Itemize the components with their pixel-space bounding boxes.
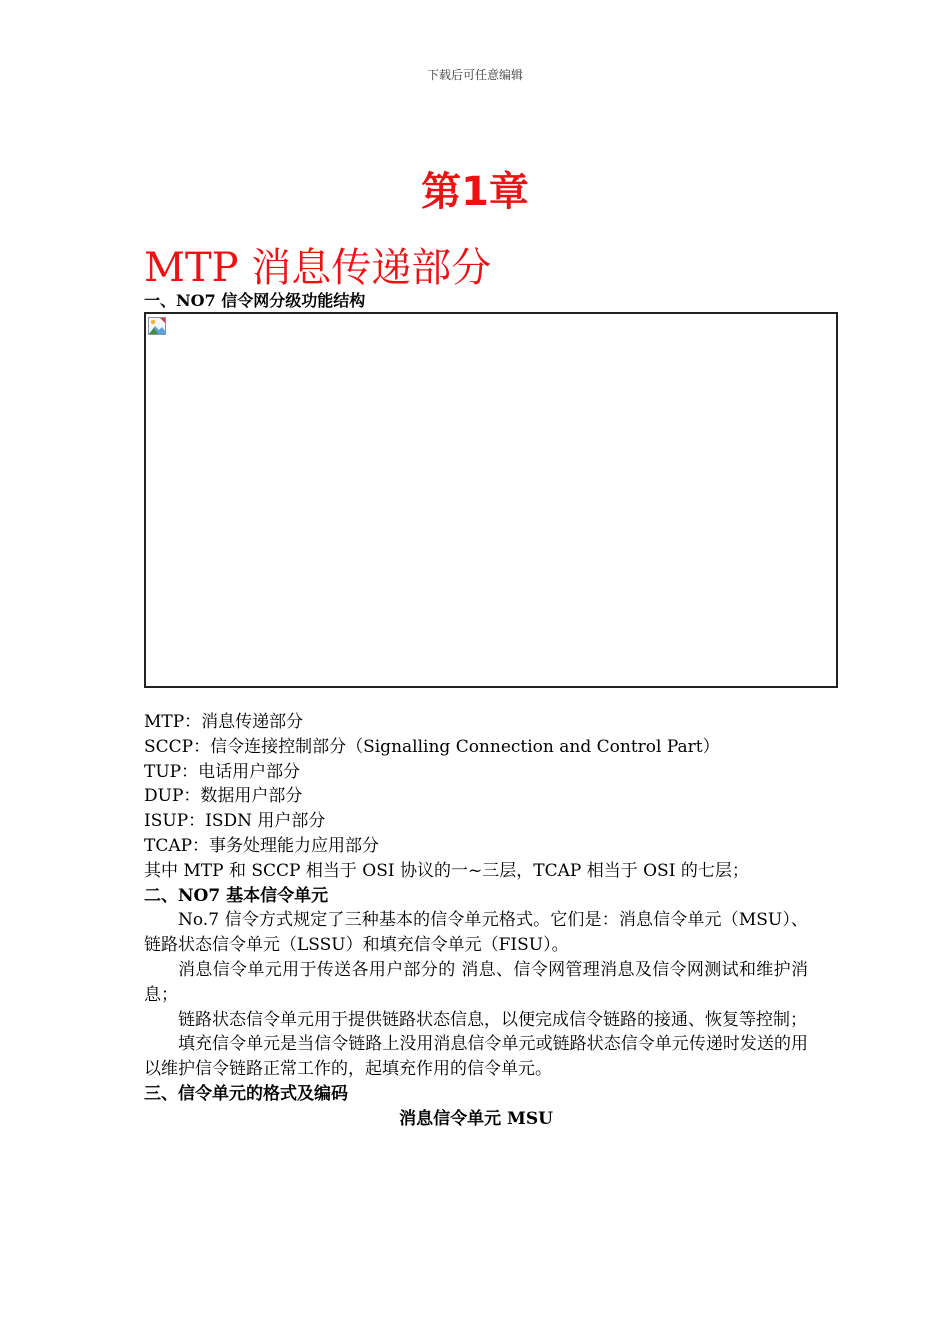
- chapter-title: 第1章: [421, 169, 529, 215]
- section-heading-1: 一、NO7 信令网分级功能结构: [144, 291, 366, 310]
- definition-isup: ISUP：ISDN 用户部分: [144, 811, 326, 832]
- definition-tcap: TCAP：事务处理能力应用部分: [144, 835, 380, 856]
- body-text: [144, 710, 808, 1132]
- definition-sccp: SCCP：信令连接控制部分（Signalling Connection and Control Part）: [144, 736, 720, 757]
- section-heading-3: 三、信令单元的格式及编码: [144, 1083, 348, 1104]
- osi-mapping-note: 其中 MTP 和 SCCP 相当于 OSI 协议的一~三层，TCAP 相当于 OSI 的七层；: [144, 860, 749, 881]
- figure-placeholder: [144, 312, 838, 688]
- msu-subtitle: 消息信令单元 MSU: [399, 1108, 553, 1129]
- broken-image-icon: [148, 317, 166, 335]
- paragraph-msu: 消息信令单元用于传送各用户部分的 消息、信令网管理消息及信令网测试和维护消息；: [144, 959, 808, 1005]
- part-title: MTP 消息传递部分: [144, 245, 492, 291]
- definition-tup: TUP：电话用户部分: [144, 761, 301, 782]
- paragraph-signal-unit-formats: No.7 信令方式规定了三种基本的信令单元格式。它们是：消息信令单元（MSU）、链路状态信令单元（LSSU）和填充信令单元（FISU）。: [144, 910, 808, 956]
- definition-dup: DUP：数据用户部分: [144, 786, 303, 807]
- paragraph-fisu: 填充信令单元是当信令链路上没用消息信令单元或链路状态信令单元传递时发送的用以维护信令链路正常工作的，起填充作用的信令单元。: [144, 1034, 808, 1080]
- page-header-note: 下载后可任意编辑: [426, 68, 523, 82]
- paragraph-lssu: 链路状态信令单元用于提供链路状态信息，以便完成信令链路的接通、恢复等控制；: [178, 1009, 807, 1030]
- definition-mtp: MTP：消息传递部分: [144, 712, 304, 732]
- section-heading-2: 二、NO7 基本信令单元: [144, 885, 329, 906]
